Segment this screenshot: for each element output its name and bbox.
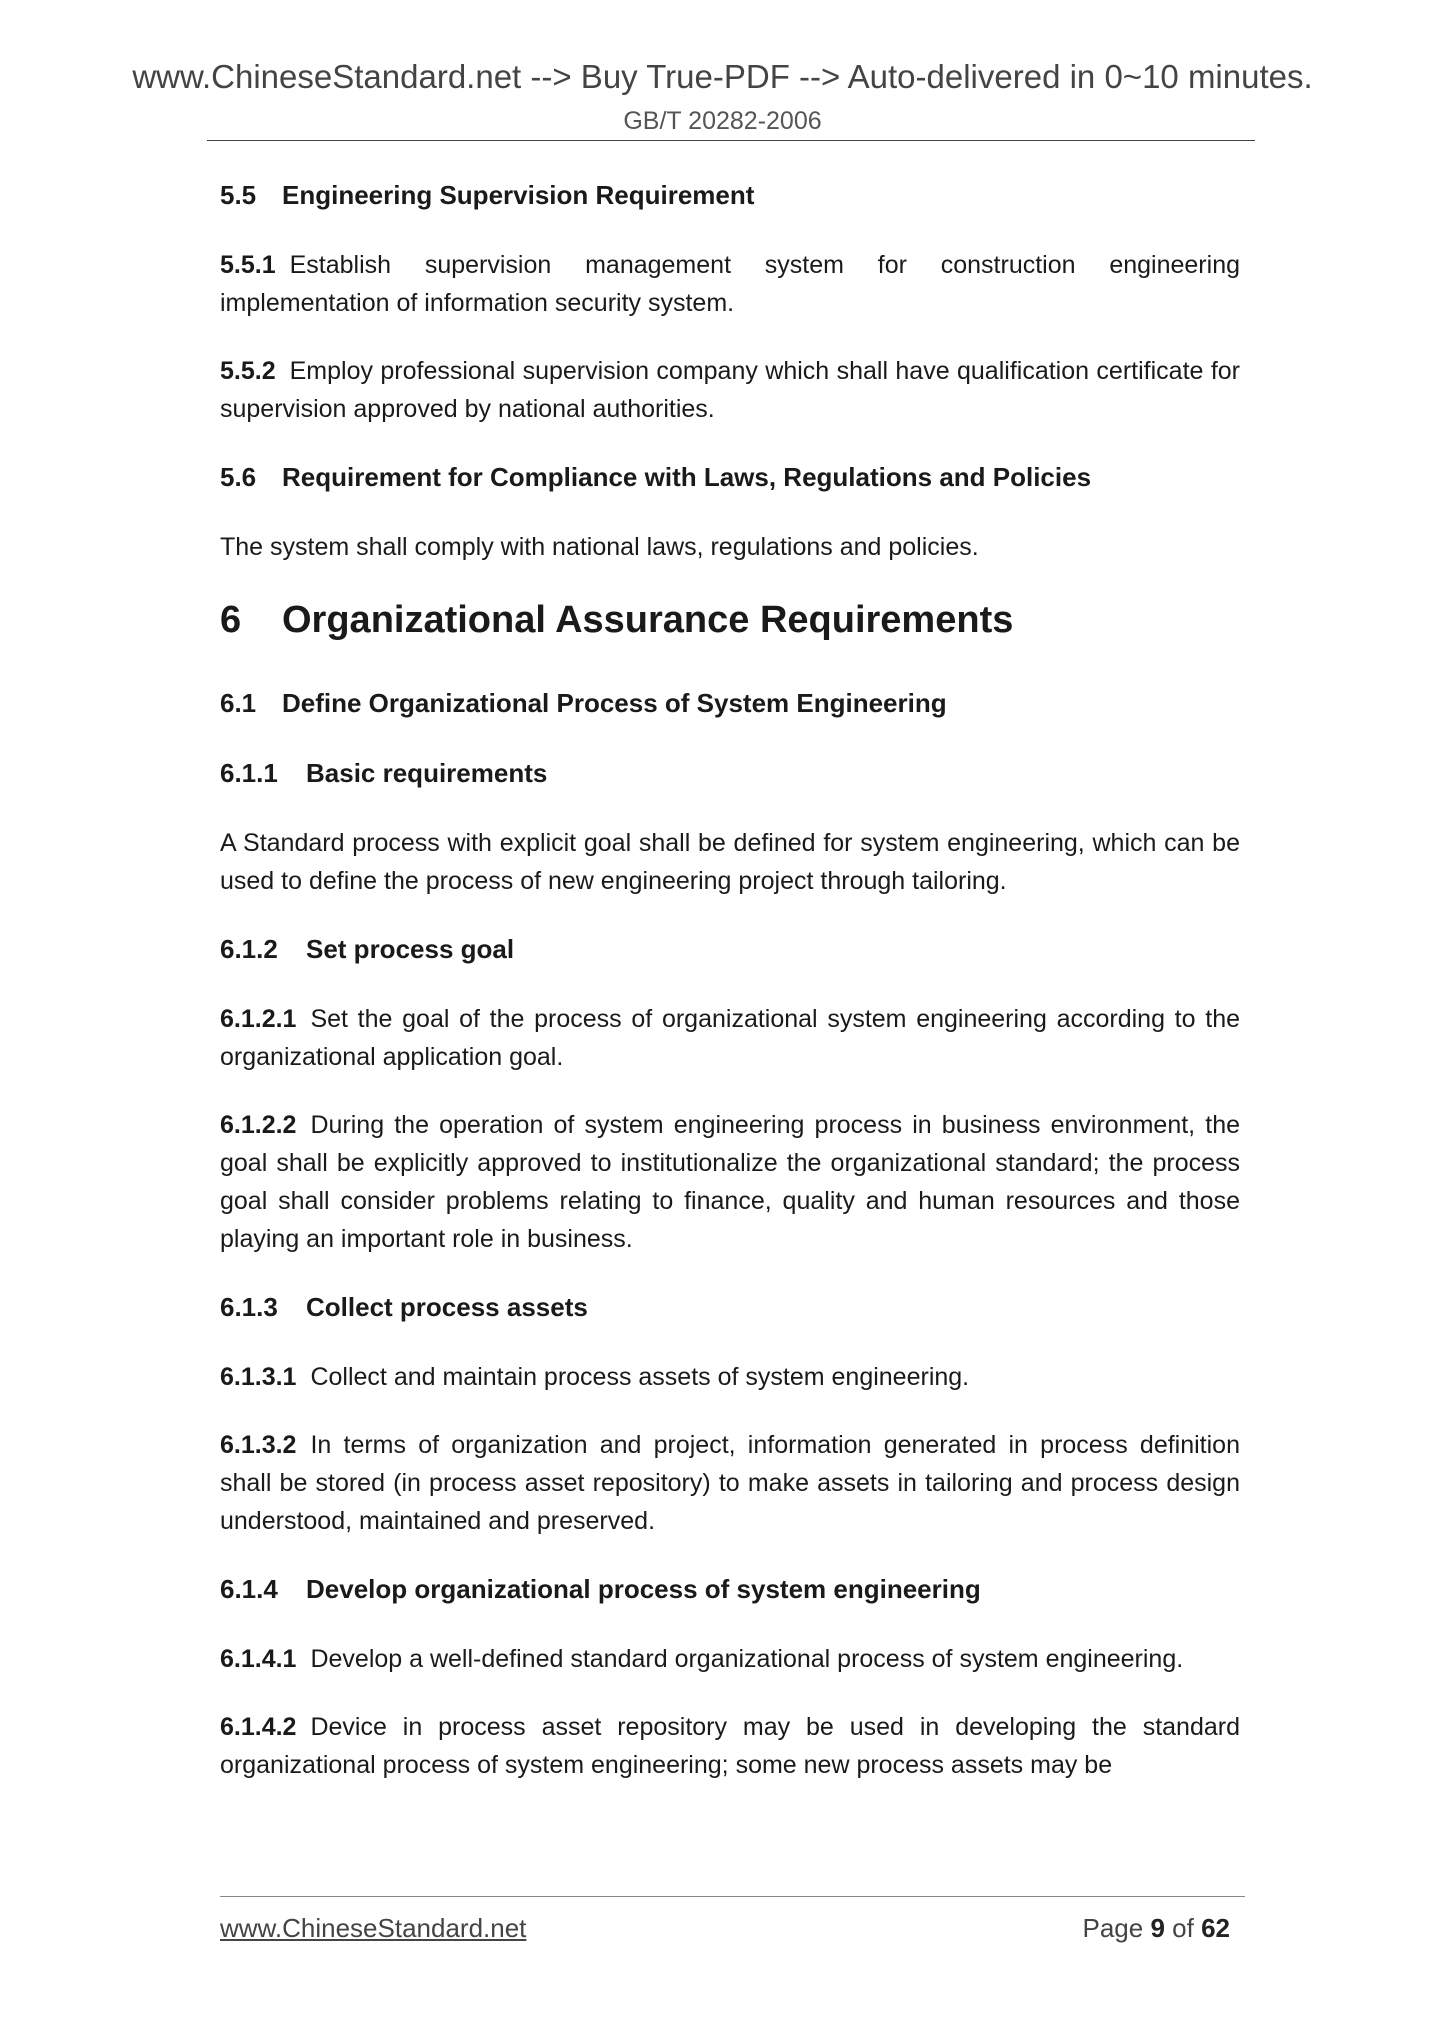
clause-6-1-3-1 [220,1358,1240,1396]
clause-number: 5.5.1 [220,251,276,279]
heading-title: Organizational Assurance Requirements [282,599,1014,641]
clause-6-1-3-2 [220,1426,1240,1540]
clause-text: In terms of organization and project, information generated in process definition shall be stored (in process asset repository) to make assets in tailoring and process design understood, maintained and preserved. [220,1431,1240,1535]
clause-number: 6.1.3.2 [220,1431,297,1459]
footer-divider [220,1896,1245,1897]
heading-6 [220,596,1240,644]
heading-title: Set process goal [306,934,515,964]
clause-number: 6.1.3.1 [220,1363,297,1391]
clause-number: 6.1.4.2 [220,1713,297,1741]
clause-6-1-2-2 [220,1106,1240,1258]
heading-number: 5.6 [220,462,257,492]
heading-title: Engineering Supervision Requirement [282,180,755,210]
standard-id: GB/T 20282-2006 [623,107,822,135]
clause-5-5-2 [220,352,1240,428]
heading-title: Requirement for Compliance with Laws, Regulations and Policies [282,462,1092,492]
heading-6-1 [220,684,1240,722]
clause-number: 5.5.2 [220,357,276,385]
heading-title: Basic requirements [306,758,548,788]
page-total: 62 [1201,1913,1230,1943]
clause-text: Employ professional supervision company which shall have qualification certificate for supervision approved by national authorities. [220,357,1240,423]
heading-number: 6.1 [220,688,257,718]
clause-number: 6.1.4.1 [220,1645,297,1673]
page-indicator [1082,1913,1230,1944]
heading-number: 6 [220,599,242,641]
clause-6-1-4-1 [220,1640,1240,1678]
heading-number: 6.1.4 [220,1574,278,1604]
heading-number: 6.1.3 [220,1292,278,1322]
header-banner: www.ChineseStandard.net --> Buy True-PDF --> Auto-delivered in 0~10 minutes. [132,58,1313,95]
header-divider [207,140,1255,141]
clause-5-5-1 [220,246,1240,322]
heading-6-1-2 [220,930,1240,968]
clause-text: Device in process asset repository may be used in developing the standard organizational process of system engineering; some new process assets may be [220,1713,1240,1779]
paragraph-6-1-1: A Standard process with explicit goal shall be defined for system engineering, which can be used to define the process of new engineering project through tailoring. [220,829,1240,895]
clause-6-1-4-2 [220,1708,1240,1784]
heading-title: Develop organizational process of system engineering [306,1574,981,1604]
clause-text: During the operation of system engineering process in business environment, the goal shall be explicitly approved to institutionalize the organizational standard; the process goal shall consider problems relating to finance, quality and human resources and those playing an important role in business. [220,1111,1240,1253]
clause-text: Develop a well-defined standard organizational process of system engineering. [310,1645,1184,1673]
footer-site-link[interactable]: www.ChineseStandard.net [220,1913,527,1943]
page-label: Page [1082,1913,1144,1943]
clause-text: Collect and maintain process assets of system engineering. [310,1363,970,1391]
clause-text: Set the goal of the process of organizational system engineering according to the organizational application goal. [220,1005,1240,1071]
heading-6-1-4 [220,1570,1240,1608]
clause-6-1-2-1 [220,1000,1240,1076]
heading-number: 6.1.2 [220,934,278,964]
heading-6-1-3 [220,1288,1240,1326]
document-body [220,176,1240,1814]
paragraph-5-6: The system shall comply with national laws, regulations and policies. [220,533,979,561]
heading-number: 6.1.1 [220,758,278,788]
heading-5-5 [220,176,1240,214]
clause-text: Establish supervision management system for construction engineering implementation of information security system. [220,251,1240,317]
heading-6-1-1 [220,754,1240,792]
clause-number: 6.1.2.1 [220,1005,297,1033]
heading-title: Define Organizational Process of System Engineering [282,688,947,718]
heading-number: 5.5 [220,180,257,210]
page-current: 9 [1150,1913,1165,1943]
heading-title: Collect process assets [306,1292,588,1322]
heading-5-6 [220,458,1240,496]
clause-number: 6.1.2.2 [220,1111,297,1139]
page-of: of [1172,1913,1194,1943]
